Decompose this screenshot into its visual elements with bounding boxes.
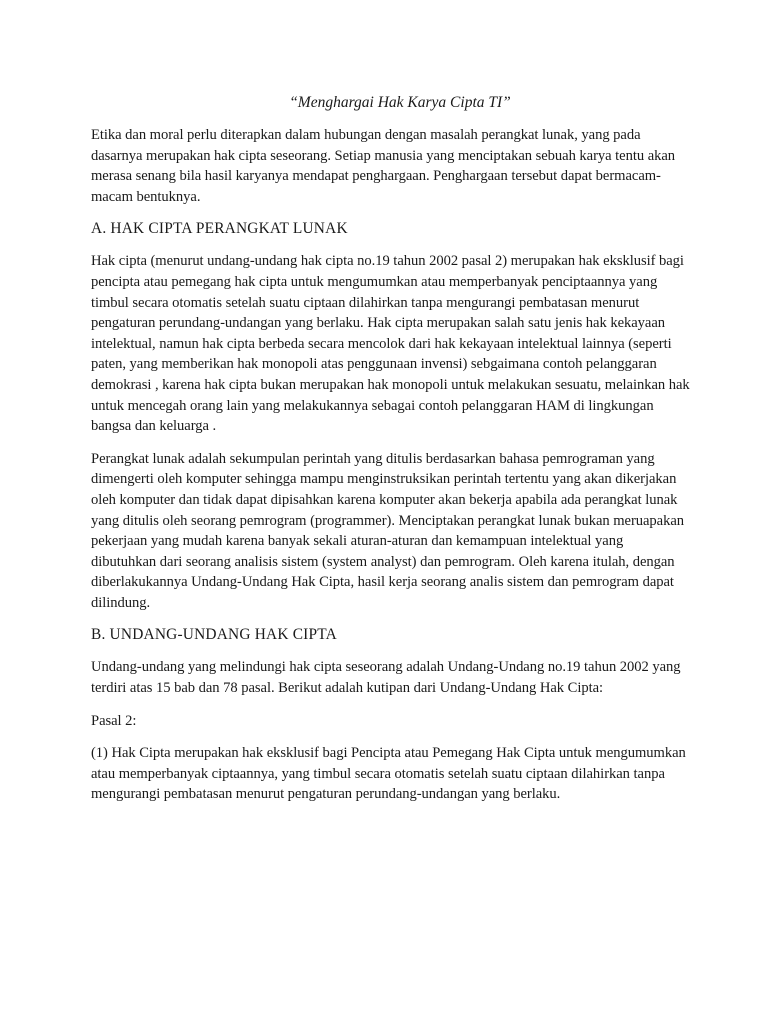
- intro-paragraph: Etika dan moral perlu diterapkan dalam hubungan dengan masalah perangkat lunak, yang pada dasarnya merupakan hak cipta seseorang. Setiap manusia yang menciptakan sebuah karya tentu akan merasa senang bila hasil karyanya mendapat penghargaan. Penghargaan tersebut dapat bermacam-macam bentuknya.: [91, 127, 676, 205]
- document-title: “Menghargai Hak Karya Cipta TI”: [289, 94, 511, 111]
- section-b-heading: B. UNDANG-UNDANG HAK CIPTA: [91, 626, 337, 644]
- section-b-paragraph-1: Undang-undang yang melindungi hak cipta seseorang adalah Undang-Undang no.19 tahun 2002 yang terdiri atas 15 bab dan 78 pasal. Berikut adalah kutipan dari Undang-Undang Hak Cipta:: [91, 659, 681, 697]
- document-body: [91, 93, 691, 817]
- pasal-label: Pasal 2:: [91, 712, 137, 729]
- section-a-paragraph-1: Hak cipta (menurut undang-undang hak cipta no.19 tahun 2002 pasal 2) merupakan hak eksklusif bagi pencipta atau pemegang hak cipta untuk mengumumkan atau memperbanyak penciptaannya yang timbul secara otomatis setelah suatu ciptaan dilahirkan tanpa mengurangi pembatasan menurut pengaturan perundang-undangan yang berlaku. Hak cipta merupakan salah satu jenis hak kekayaan intelektual, namun hak cipta berbeda secara mencolok dari hak kekayaan intelektual lainnya (seperti paten, yang memberikan hak monopoli atas penggunaan invensi) sebgaimana contoh pelanggaran demokrasi , karena hak cipta bukan merupakan hak monopoli untuk melakukan sesuatu, melainkan hak untuk mencegah orang lain yang melakukannya sebagai contoh pelanggaran HAM di lingkungan bangsa dan keluarga .: [91, 253, 690, 435]
- section-a-heading: A. HAK CIPTA PERANGKAT LUNAK: [91, 220, 348, 238]
- pasal-2-ayat-1: (1) Hak Cipta merupakan hak eksklusif bagi Pencipta atau Pemegang Hak Cipta untuk mengumumkan atau memperbanyak ciptaannya, yang timbul secara otomatis setelah suatu ciptaan dilahirkan tanpa mengurangi pembatasan menurut pengaturan perundang-undangan yang berlaku.: [91, 745, 686, 803]
- section-a-paragraph-2: Perangkat lunak adalah sekumpulan perintah yang ditulis berdasarkan bahasa pemrograman yang dimengerti oleh komputer sehingga mampu menginstruksikan perintah tertentu yang akan dikerjakan oleh komputer dan tidak dapat dipisahkan karena komputer akan bekerja apabila ada perangkat lunak yang ditulis oleh seorang pemrogram (programmer). Menciptakan perangkat lunak bukan meruapakan pekerjaan yang mudah karena banyak sekali aturan-aturan dan kemampuan intelektual yang dibutuhkan dari seorang analisis sistem (system analyst) dan pemrogram. Oleh karena itulah, dengan diberlakukannya Undang-Undang Hak Cipta, hasil kerja seorang analis sistem dan pemrogram dapat dilindung.: [91, 450, 685, 611]
